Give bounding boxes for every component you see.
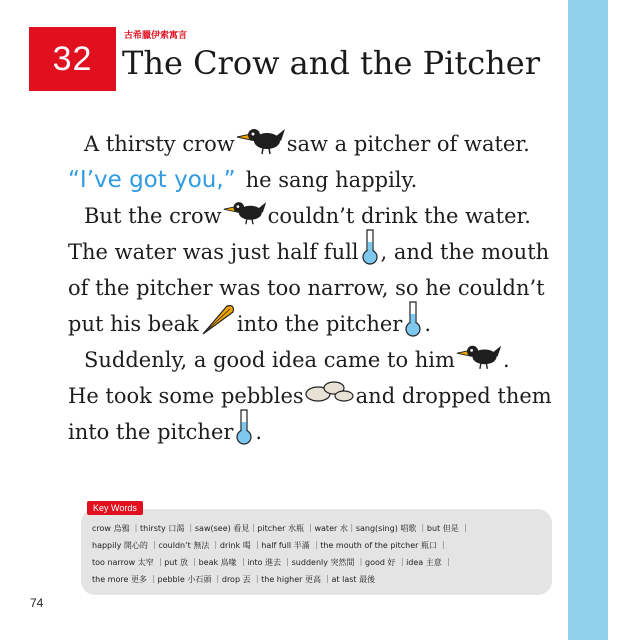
story-line: put his beak into the pitcher . <box>68 306 558 342</box>
key-words-list <box>92 520 542 588</box>
story-line: The water was just half full , and the mouth <box>68 234 558 270</box>
story-line: He took some pebbles and dropped them <box>68 378 558 414</box>
key-words-label: Key Words <box>87 501 143 515</box>
crow-icon <box>222 196 268 237</box>
story-line: of the pitcher was too narrow, so he couldn’t <box>68 276 545 300</box>
story-text <box>68 126 558 450</box>
story-line: A thirsty crow saw a pitcher of water. <box>68 126 558 162</box>
story-line: into the pitcher . <box>68 414 558 450</box>
key-words-line: the more 更多 ｜pebble 小石頭 ｜drop 丟 ｜the higher 更高 ｜at last 最後 <box>92 575 376 584</box>
water-glass-icon <box>233 408 255 457</box>
key-words-line: happily 開心的 ｜couldn’t 無法 ｜drink 喝 ｜half full 半滿 ｜the mouth of the pitcher 瓶口 ｜ <box>92 541 448 550</box>
crow-icon <box>455 340 503 381</box>
story-line: “I’ve got you,” he sang happily. <box>68 162 558 198</box>
dialogue-quote: “I’ve got you,” <box>68 167 236 193</box>
page-number: 74 <box>30 596 44 610</box>
side-color-bar <box>568 0 608 640</box>
key-words-line: too narrow 太窄 ｜put 放 ｜beak 鳥喙 ｜into 進去 ｜suddenly 突然間 ｜good 好 ｜idea 主意 ｜ <box>92 558 453 567</box>
beak-icon <box>199 302 237 347</box>
story-line: Suddenly, a good idea came to him . <box>68 342 558 378</box>
crow-icon <box>235 123 287 166</box>
lesson-number: 32 <box>29 27 116 91</box>
pebbles-icon <box>304 376 356 417</box>
key-words-line: crow 烏鴉 ｜thirsty 口渴 ｜saw(see) 看見｜pitcher 水瓶 ｜water 水｜sang(sing) 唱歌 ｜but 但是 ｜ <box>92 524 470 533</box>
story-line: But the crow couldn’t drink the water. <box>68 198 558 234</box>
series-label: 古希臘伊索寓言 <box>124 31 188 41</box>
page-title: The Crow and the Pitcher <box>122 44 540 82</box>
